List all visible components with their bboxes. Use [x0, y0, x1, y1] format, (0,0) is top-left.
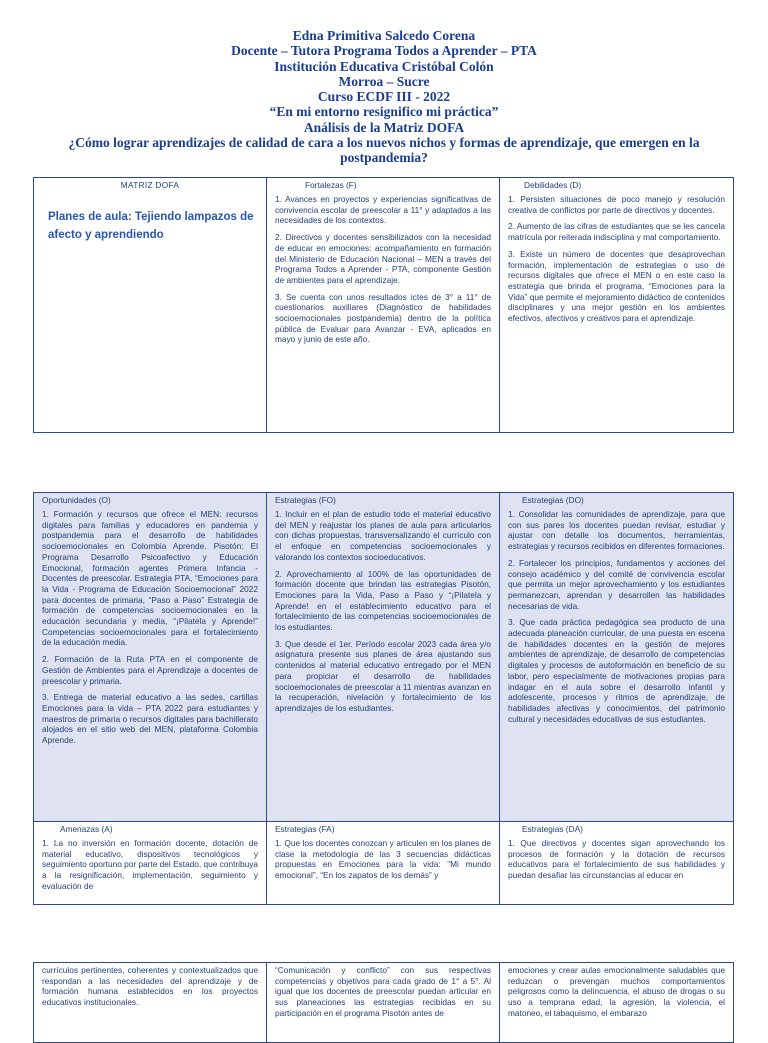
list-item: 1. Consolidar las comunidades de aprendizaje, para que con sus pares los docentes puedan revisar, estudiar y ajustar con detalle los documentos, herramientas, estrategias y recursos recibidos en diferentes formaciones. [508, 509, 725, 552]
fa-strategies-cell [267, 822, 500, 905]
list-item: 3. Existe un número de docentes que desaprovechan formación, implementación de estrategias o uso de recursos digitales que ofrece el MEN o en este caso la estrategia que brinda el programa, “Emociones para la Vida” que permite el mejoramiento didáctico de contenidos disciplinares y una mejor gestión en los ambientes efectivos, afectivos y creativos para el aprendizaje. [508, 248, 725, 324]
strengths-cell [267, 178, 500, 433]
list-item: 1. Que directivos y docentes sigan aprovechando los procesos de formación y la dotación de recursos educativos para el fortalecimiento de sus habilidades y puedan desafiar las circunstancias al educar en [508, 838, 725, 881]
author-role: Docente – Tutora Programa Todos a Aprender – PTA [231, 43, 537, 59]
motto: “En mi entorno resignifico mi práctica” [269, 104, 499, 120]
list-item: 2. Fortalecer los principios, fundamentos y acciones del consejo académico y del comité de convivencia escolar que permita un mejor aprovechamiento y los estudiantes permanezcan, aprendan y desarrollen las habilidades necesarias de vida. [508, 557, 725, 611]
document-header [0, 28, 768, 166]
column-header-weaknesses: Debilidades (D) [524, 180, 582, 190]
list-item: 3. Entrega de material educativo a las sedes, cartillas Emociones para la vida – PTA 2022 para estudiantes y maestros de primaria o recursos digitales para bachillerato alojados en el sitio web del MEN, plataforma Colombia Aprende. [42, 692, 258, 746]
list-item: 3. Se cuenta con unos resultados ictes de 3° a 11° de cuestionarios auxiliares (Diagnóstico de habilidades socioemocionales postpandemia) dentro de la política pública de Evaluar para Avanzar - EVA, aplicados en mayo y junio de este año. [275, 291, 491, 345]
do-strategies-cell [500, 493, 734, 822]
list-item: 2. Aumento de las cifras de estudiantes que se les cancela matrícula por reiterada indisciplina y mal comportamiento. [508, 221, 725, 243]
da-strategies-cell [500, 822, 734, 905]
matrix-title-cell [34, 178, 267, 433]
threats-continuation-cell [34, 963, 267, 1043]
list-item: 2. Formación de la Ruta PTA en el componente de Gestión de Ambientes para el Aprendizaje a docentes de preescolar y primaria. [42, 654, 258, 686]
course-name: Curso ECDF III - 2022 [317, 89, 451, 105]
dofa-continuation-table [33, 962, 734, 1043]
analysis-title: Análisis de la Matriz DOFA [303, 119, 465, 135]
list-item: 1. La no inversión en formación docente, dotación de material educativo, dispositivos tecnológicos y seguimiento oportuno por parte del Estado, que contribuya a la resignificación, implementación, seguimiento y evaluación de [42, 838, 258, 891]
column-header-fa: Estrategias (FA) [275, 824, 335, 834]
column-header-opportunities: Oportunidades (O) [42, 495, 111, 505]
institution-name: Institución Educativa Cristóbal Colón [274, 58, 494, 74]
list-item: 1. Incluir en el plan de estudio todo el material educativo del MEN y reajustar los planes de aula para articularlos con dichas propuestas, transversalizando el currículo con el enfoque en competencias socioemocionales y valorando los contextos socioeducativos. [275, 509, 491, 562]
list-item: 1. Que los docentes conozcan y articulen en los planes de clase la metodología de las 3 secuencias didácticas propuestas en Emociones para la vida: “Mi mundo emocional”, “En los zapatos de los demás” y [275, 838, 491, 881]
dofa-strategies-table [33, 492, 734, 905]
column-header-da: Estrategias (DA) [522, 824, 583, 834]
fa-continuation-cell [267, 963, 500, 1043]
lesson-plan-title: Planes de aula: Tejiendo lampazos de afecto y aprendiendo [48, 211, 254, 241]
list-item: 3. Que cada práctica pedagógica sea producto de una adecuada planeación curricular, de una puesta en escena de habilidades docentes en la gestión de mejores ambientes de aprendizaje, de desarrollo de competencias digitales y procesos de autoformación en beneficio de su labor, pero especialmente de motivaciones propias para indagar en el aula sobre el desarrollo infantil y adolescente, procesos y ritmos de aprendizaje, de habilidades afectivas y conocimientos, del patrimonio cultural y necesidades educativas de sus estudiantes. [508, 617, 725, 724]
column-header-threats: Amenazas (A) [60, 824, 113, 834]
da-continuation-cell [500, 963, 734, 1043]
dofa-matrix-table [33, 177, 734, 433]
column-header-fo: Estrategias (FO) [275, 495, 336, 505]
list-item: currículos pertinentes, coherentes y contextualizados que respondan a las necesidades del aprendizaje y de formación humana establecidos en los proyectos educativos institucionales. [42, 965, 258, 1008]
weaknesses-cell [500, 178, 734, 433]
column-header-matriz: MATRIZ DOFA [120, 180, 180, 190]
author-name: Edna Primitiva Salcedo Corena [292, 28, 476, 43]
location: Morroa – Sucre [338, 73, 430, 89]
fo-strategies-cell [267, 493, 500, 822]
guiding-question: ¿Cómo lograr aprendizajes de calidad de cara a los nuevos nichos y formas de aprendizaje, que emergen en la postpandemia? [68, 135, 700, 166]
opportunities-cell [34, 493, 267, 822]
list-item: 1. Persisten situaciones de poco manejo y resolución creativa de conflictos por parte de directivos y docentes. [508, 194, 725, 215]
threats-cell [34, 822, 267, 905]
list-item: emociones y crear aulas emocionalmente saludables que reduzcan o prevengan muchos comportamientos peligrosos como la delincuencia, el abuso de drogas o su uso a temprana edad, la agresión, la violencia, el matoneo, el tabaquismo, el embarazo [508, 965, 725, 1018]
list-item: 3. Que desde el 1er. Período escolar 2023 cada área y/o asignatura presente sus planes de área ajustando sus contenidos al material educativo entregado por el MEN para propiciar el desarrollo de habilidades socioemocionales de preescolar a 11 mientras avanzan en la recuperación, nivelación y fortalecimiento de los aprendizajes de los estudiantes. [275, 638, 491, 713]
list-item: 1. Avances en proyectos y experiencias significativas de convivencia escolar de preescolar a 11° y adaptados a las necesidades de los contextos. [275, 194, 491, 226]
list-item: 1. Formación y recursos que ofrece el MEN: recursos digitales para familias y educadores en pandemia y postpandemia para el desarrollo de habilidades socioemocionales en Colombia Aprende. Pisotón: El Programa Desarrollo Psicoafectivo y Educación Emocional, formación agentes Primera Infancia - Docentes de preescolar. Estrategia PTA, “Emociones para la Vida - Programa de Educación Socioemocional” 2022 para docentes de primaria, “Paso a Paso” Estrategia de formación de competencias socioemocionales en la educación secundaria y media, “¡Pilatela y Aprende!” Competencias socioemocionales para el fortalecimiento de la educación media. [42, 509, 258, 648]
list-item: 2. Directivos y docentes sensibilizados con la necesidad de educar en emociones: acompañamiento en formación del Ministerio de Educación Nacional – MEN a través del Programa Todos a Aprender - PTA, componente Gestión de ambientes para el aprendizaje. [275, 232, 491, 285]
list-item: “Comunicación y conflicto” con sus respectivas competencias y objetivos para cada grado de 1° a 5°. Al igual que los docentes de preescolar puedan articular en sus planeaciones las estrategias recibidas en su participación en el programa Pisotón antes de [275, 965, 491, 1018]
column-header-do: Estrategias (DO) [522, 495, 584, 505]
column-header-strengths: Fortalezas (F) [305, 180, 357, 190]
list-item: 2. Aprovechamiento al 100% de las oportunidades de formación docente que brindan las estrategias Pisotón, Emociones para la Vida, Paso a Paso y “¡Pilatela y Aprende! en el establecimiento educativo para el fortalecimiento de las competencias socioemocionales de los estudiantes. [275, 568, 491, 633]
